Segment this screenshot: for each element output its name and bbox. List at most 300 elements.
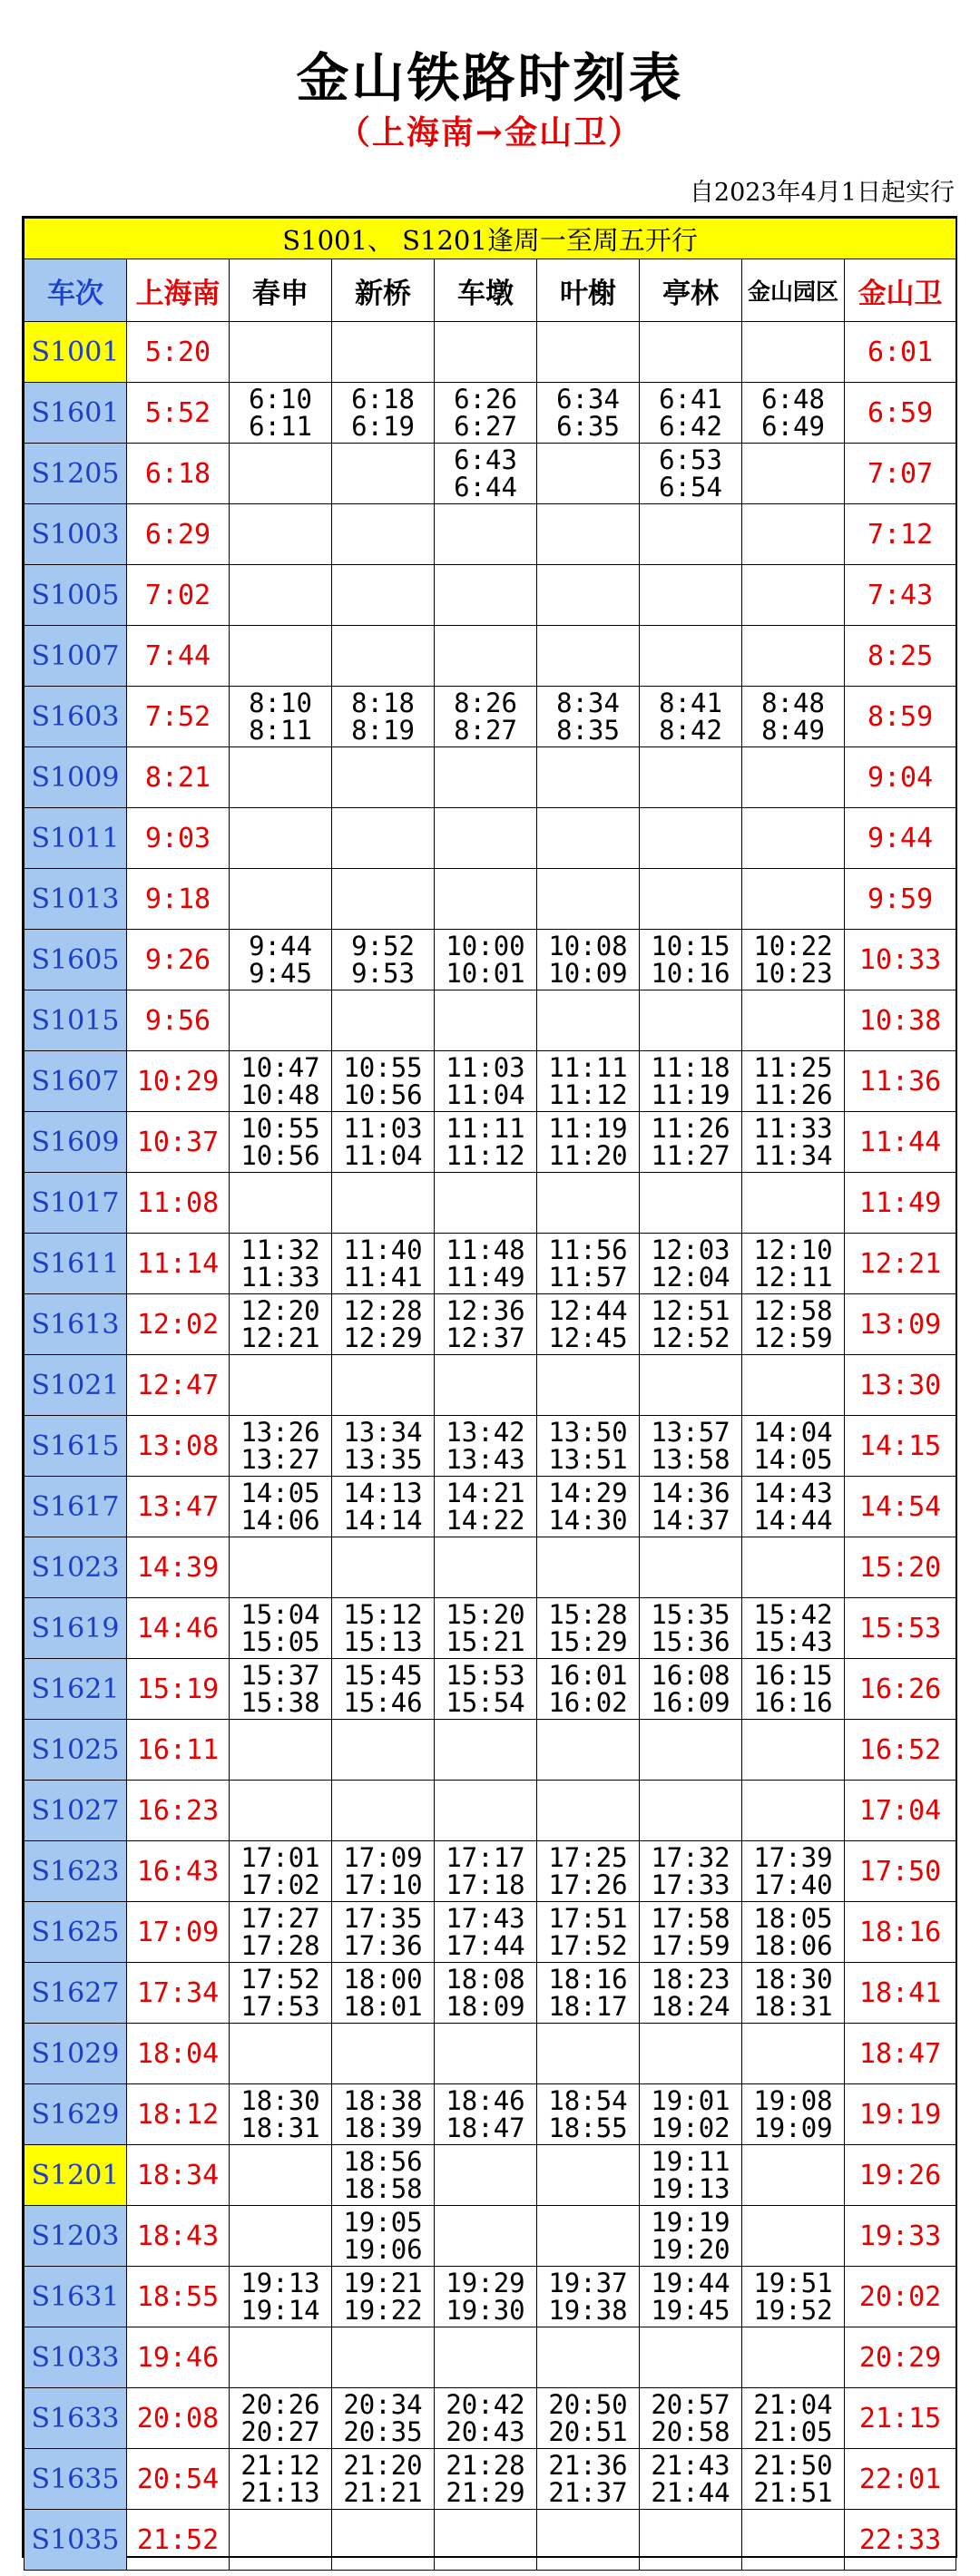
- stop-depart-time: 17:36: [343, 1930, 423, 1961]
- train-number: S1627: [24, 1963, 127, 2024]
- stop-time-cell: [537, 687, 640, 747]
- departure-time: 18:12: [127, 2084, 230, 2145]
- stop-depart-time: 19:45: [651, 2295, 730, 2326]
- stop-time-cell: [640, 869, 742, 930]
- departure-time: 17:34: [127, 1963, 230, 2024]
- stop-time-cell: [640, 1963, 742, 2024]
- stop-arrive-time: 21:50: [753, 2450, 833, 2481]
- departure-time: 7:52: [127, 687, 230, 747]
- train-number: S1027: [24, 1781, 127, 1841]
- stop-time-cell: [537, 1720, 640, 1781]
- stop-arrive-time: 15:53: [446, 1660, 525, 1691]
- stop-time-cell: [332, 1416, 435, 1477]
- stop-time-cell: [435, 1537, 537, 1598]
- stop-time-cell: [230, 1051, 332, 1112]
- stop-time-cell: [537, 990, 640, 1051]
- table-row: [24, 2145, 956, 2206]
- stop-time-cell: [537, 383, 640, 444]
- train-number: S1611: [24, 1234, 127, 1294]
- stop-time-cell: [332, 1720, 435, 1781]
- departure-time: 13:08: [127, 1416, 230, 1477]
- stop-depart-time: 17:26: [548, 1869, 628, 1900]
- train-number: S1605: [24, 930, 127, 990]
- train-number: S1603: [24, 687, 127, 747]
- arrival-time: 18:41: [845, 1963, 956, 2024]
- stop-arrive-time: 15:42: [753, 1599, 833, 1630]
- stop-arrive-time: 19:51: [753, 2268, 833, 2298]
- stop-time-cell: [332, 1477, 435, 1537]
- stop-time-cell: [537, 1112, 640, 1173]
- arrival-time: 11:36: [845, 1051, 956, 1112]
- stop-depart-time: 8:35: [556, 715, 620, 746]
- arrival-time: 22:01: [845, 2449, 956, 2510]
- stop-depart-time: 11:34: [753, 1140, 833, 1171]
- stop-arrive-time: 12:03: [651, 1234, 730, 1265]
- stop-depart-time: 18:58: [343, 2173, 423, 2204]
- stop-arrive-time: 8:48: [761, 688, 825, 718]
- stop-arrive-time: 17:43: [446, 1903, 525, 1934]
- stop-arrive-time: 14:21: [446, 1478, 525, 1508]
- arrival-time: 16:26: [845, 1659, 956, 1720]
- timetable-table: [24, 218, 956, 2571]
- stop-time-cell: [537, 1355, 640, 1416]
- arrival-time: 22:33: [845, 2510, 956, 2571]
- stop-arrive-time: 17:25: [548, 1842, 628, 1873]
- stop-time-cell: [537, 1781, 640, 1841]
- stop-time-cell: [230, 1841, 332, 1902]
- stop-arrive-time: 21:36: [548, 2450, 628, 2481]
- stop-time-cell: [332, 2024, 435, 2084]
- stop-time-cell: [742, 2024, 845, 2084]
- stop-depart-time: 20:43: [446, 2416, 525, 2447]
- stop-time-cell: [742, 1963, 845, 2024]
- table-row: [24, 2510, 956, 2571]
- table-row: [24, 1537, 956, 1598]
- stop-arrive-time: 18:23: [651, 1964, 730, 1995]
- train-number: S1029: [24, 2024, 127, 2084]
- stop-depart-time: 15:05: [240, 1626, 320, 1657]
- stop-arrive-time: 16:08: [651, 1660, 730, 1691]
- table-row: [24, 1294, 956, 1355]
- stop-depart-time: 8:42: [659, 715, 722, 746]
- stop-time-cell: [742, 2267, 845, 2327]
- stop-time-cell: [435, 2388, 537, 2449]
- train-number: S1635: [24, 2449, 127, 2510]
- stop-depart-time: 19:20: [651, 2234, 730, 2265]
- table-row: [24, 990, 956, 1051]
- stop-depart-time: 18:06: [753, 1930, 833, 1961]
- stop-time-cell: [537, 444, 640, 504]
- stop-depart-time: 16:02: [548, 1687, 628, 1718]
- arrival-time: 20:29: [845, 2327, 956, 2388]
- departure-time: 7:02: [127, 565, 230, 626]
- table-row: [24, 2267, 956, 2327]
- stop-arrive-time: 12:44: [548, 1295, 628, 1326]
- stop-arrive-time: 6:41: [659, 384, 722, 415]
- stop-time-cell: [640, 1234, 742, 1294]
- stop-time-cell: [332, 687, 435, 747]
- stop-time-cell: [435, 747, 537, 808]
- table-row: [24, 2084, 956, 2145]
- stop-arrive-time: 17:09: [343, 1842, 423, 1873]
- stop-time-cell: [742, 687, 845, 747]
- arrival-time: 16:52: [845, 1720, 956, 1781]
- header-shanghai-south: 上海南: [127, 259, 230, 322]
- table-row: [24, 504, 956, 565]
- stop-arrive-time: 11:25: [753, 1052, 833, 1083]
- arrival-time: 8:25: [845, 626, 956, 687]
- stop-time-cell: [230, 2510, 332, 2571]
- stop-time-cell: [230, 1781, 332, 1841]
- table-row: [24, 1477, 956, 1537]
- stop-arrive-time: 20:57: [651, 2389, 730, 2420]
- stop-arrive-time: 15:20: [446, 1599, 525, 1630]
- table-row: [24, 2388, 956, 2449]
- departure-time: 18:43: [127, 2206, 230, 2267]
- stop-time-cell: [230, 1720, 332, 1781]
- stop-arrive-time: 14:04: [753, 1417, 833, 1448]
- stop-arrive-time: 11:32: [240, 1234, 320, 1265]
- stop-depart-time: 13:51: [548, 1444, 628, 1475]
- table-row: [24, 2024, 956, 2084]
- stop-time-cell: [742, 2084, 845, 2145]
- stop-depart-time: 11:57: [548, 1262, 628, 1293]
- stop-time-cell: [537, 2388, 640, 2449]
- stop-time-cell: [742, 504, 845, 565]
- stop-depart-time: 21:21: [343, 2477, 423, 2508]
- arrival-time: 18:16: [845, 1902, 956, 1963]
- stop-time-cell: [640, 2145, 742, 2206]
- stop-depart-time: 13:27: [240, 1444, 320, 1475]
- departure-time: 15:19: [127, 1659, 230, 1720]
- stop-time-cell: [230, 1598, 332, 1659]
- stop-arrive-time: 8:41: [659, 688, 722, 718]
- stop-arrive-time: 17:35: [343, 1903, 423, 1934]
- departure-time: 11:08: [127, 1173, 230, 1234]
- stop-arrive-time: 18:56: [343, 2146, 423, 2177]
- stop-time-cell: [537, 1294, 640, 1355]
- stop-time-cell: [332, 869, 435, 930]
- stop-time-cell: [742, 747, 845, 808]
- stop-arrive-time: 19:44: [651, 2268, 730, 2298]
- stop-time-cell: [332, 1781, 435, 1841]
- stop-arrive-time: 17:17: [446, 1842, 525, 1873]
- stop-time-cell: [332, 2267, 435, 2327]
- stop-time-cell: [435, 322, 537, 383]
- departure-time: 14:46: [127, 1598, 230, 1659]
- stop-time-cell: [537, 808, 640, 869]
- stop-time-cell: [230, 2449, 332, 2510]
- stop-depart-time: 11:33: [240, 1262, 320, 1293]
- stop-arrive-time: 13:57: [651, 1417, 730, 1448]
- stop-depart-time: 19:22: [343, 2295, 423, 2326]
- table-row: [24, 1051, 956, 1112]
- stop-arrive-time: 10:15: [651, 931, 730, 961]
- stop-time-cell: [537, 1477, 640, 1537]
- stop-time-cell: [332, 808, 435, 869]
- stop-time-cell: [640, 2327, 742, 2388]
- train-number: S1033: [24, 2327, 127, 2388]
- stop-arrive-time: 17:27: [240, 1903, 320, 1934]
- stop-time-cell: [742, 1294, 845, 1355]
- stop-time-cell: [640, 444, 742, 504]
- arrival-time: 9:04: [845, 747, 956, 808]
- stop-time-cell: [435, 930, 537, 990]
- stop-time-cell: [332, 1051, 435, 1112]
- stop-time-cell: [435, 1781, 537, 1841]
- arrival-time: 10:38: [845, 990, 956, 1051]
- stop-time-cell: [537, 2084, 640, 2145]
- stop-depart-time: 14:22: [446, 1505, 525, 1536]
- arrival-time: 7:07: [845, 444, 956, 504]
- stop-depart-time: 16:16: [753, 1687, 833, 1718]
- stop-depart-time: 21:44: [651, 2477, 730, 2508]
- stop-time-cell: [435, 1294, 537, 1355]
- stop-time-cell: [640, 1355, 742, 1416]
- stop-time-cell: [537, 1841, 640, 1902]
- stop-depart-time: 17:53: [240, 1991, 320, 2022]
- stop-time-cell: [435, 2084, 537, 2145]
- stop-arrive-time: 11:18: [651, 1052, 730, 1083]
- stop-depart-time: 6:42: [659, 411, 722, 442]
- stop-arrive-time: 19:01: [651, 2085, 730, 2116]
- stop-depart-time: 19:02: [651, 2113, 730, 2143]
- stop-time-cell: [640, 626, 742, 687]
- stop-arrive-time: 6:48: [761, 384, 825, 415]
- stop-time-cell: [640, 2267, 742, 2327]
- stop-time-cell: [435, 1112, 537, 1173]
- stop-time-cell: [640, 1720, 742, 1781]
- stop-time-cell: [332, 322, 435, 383]
- header-train: 车次: [24, 259, 127, 322]
- arrival-time: 7:43: [845, 565, 956, 626]
- stop-depart-time: 13:58: [651, 1444, 730, 1475]
- stop-time-cell: [435, 808, 537, 869]
- departure-time: 9:26: [127, 930, 230, 990]
- header-row: [24, 259, 956, 322]
- stop-time-cell: [742, 444, 845, 504]
- stop-depart-time: 21:05: [753, 2416, 833, 2447]
- stop-arrive-time: 15:37: [240, 1660, 320, 1691]
- table-row: [24, 1355, 956, 1416]
- departure-time: 19:46: [127, 2327, 230, 2388]
- stop-depart-time: 18:17: [548, 1991, 628, 2022]
- departure-time: 6:18: [127, 444, 230, 504]
- stop-arrive-time: 17:01: [240, 1842, 320, 1873]
- stop-arrive-time: 20:34: [343, 2389, 423, 2420]
- stop-depart-time: 11:04: [446, 1079, 525, 1110]
- stop-time-cell: [742, 990, 845, 1051]
- table-row: [24, 2206, 956, 2267]
- train-number: S1205: [24, 444, 127, 504]
- stop-depart-time: 21:37: [548, 2477, 628, 2508]
- header-tinglin: 亭林: [640, 259, 742, 322]
- stop-time-cell: [537, 504, 640, 565]
- arrival-time: 14:54: [845, 1477, 956, 1537]
- stop-depart-time: 6:11: [249, 411, 312, 442]
- table-row: [24, 808, 956, 869]
- stop-time-cell: [435, 2510, 537, 2571]
- stop-arrive-time: 18:00: [343, 1964, 423, 1995]
- stop-time-cell: [742, 322, 845, 383]
- stop-depart-time: 21:29: [446, 2477, 525, 2508]
- arrival-time: 21:15: [845, 2388, 956, 2449]
- stop-time-cell: [435, 1659, 537, 1720]
- stop-depart-time: 20:58: [651, 2416, 730, 2447]
- train-number: S1003: [24, 504, 127, 565]
- stop-arrive-time: 11:40: [343, 1234, 423, 1265]
- stop-time-cell: [332, 1355, 435, 1416]
- departure-time: 18:55: [127, 2267, 230, 2327]
- stop-time-cell: [435, 2206, 537, 2267]
- stop-arrive-time: 6:10: [249, 384, 312, 415]
- stop-time-cell: [435, 1477, 537, 1537]
- stop-arrive-time: 19:05: [343, 2207, 423, 2238]
- stop-arrive-time: 10:00: [446, 931, 525, 961]
- stop-time-cell: [742, 2449, 845, 2510]
- stop-time-cell: [742, 1173, 845, 1234]
- stop-time-cell: [742, 1112, 845, 1173]
- header-jinshanwei: 金山卫: [845, 259, 956, 322]
- departure-time: 16:43: [127, 1841, 230, 1902]
- table-row: [24, 1963, 956, 2024]
- stop-time-cell: [640, 930, 742, 990]
- arrival-time: 7:12: [845, 504, 956, 565]
- stop-depart-time: 11:27: [651, 1140, 730, 1171]
- header-jinshan-park: 金山园区: [742, 259, 845, 322]
- stop-depart-time: 20:27: [240, 2416, 320, 2447]
- stop-depart-time: 12:59: [753, 1322, 833, 1353]
- stop-time-cell: [537, 322, 640, 383]
- stop-time-cell: [230, 1477, 332, 1537]
- stop-depart-time: 11:49: [446, 1262, 525, 1293]
- arrival-time: 15:53: [845, 1598, 956, 1659]
- table-row: [24, 1659, 956, 1720]
- stop-arrive-time: 13:34: [343, 1417, 423, 1448]
- stop-time-cell: [742, 869, 845, 930]
- stop-depart-time: 19:09: [753, 2113, 833, 2143]
- train-number: S1601: [24, 383, 127, 444]
- stop-time-cell: [230, 2327, 332, 2388]
- train-number: S1015: [24, 990, 127, 1051]
- stop-time-cell: [332, 504, 435, 565]
- stop-depart-time: 11:26: [753, 1079, 833, 1110]
- stop-depart-time: 9:45: [249, 958, 312, 989]
- stop-depart-time: 8:27: [454, 715, 517, 746]
- stop-arrive-time: 10:55: [343, 1052, 423, 1083]
- stop-depart-time: 14:30: [548, 1505, 628, 1536]
- service-notice: S1001、 S1201逢周一至周五开行: [24, 219, 956, 259]
- stop-time-cell: [332, 2449, 435, 2510]
- stop-arrive-time: 21:20: [343, 2450, 423, 2481]
- stop-depart-time: 17:59: [651, 1930, 730, 1961]
- stop-time-cell: [435, 2327, 537, 2388]
- stop-depart-time: 6:19: [351, 411, 415, 442]
- train-number: S1629: [24, 2084, 127, 2145]
- train-number: S1011: [24, 808, 127, 869]
- stop-time-cell: [640, 990, 742, 1051]
- timetable: [22, 216, 957, 2558]
- stop-depart-time: 10:56: [240, 1140, 320, 1171]
- stop-time-cell: [640, 1781, 742, 1841]
- stop-time-cell: [537, 2267, 640, 2327]
- departure-time: 7:44: [127, 626, 230, 687]
- stop-time-cell: [332, 2206, 435, 2267]
- stop-time-cell: [230, 1963, 332, 2024]
- departure-time: 6:29: [127, 504, 230, 565]
- stop-time-cell: [742, 1720, 845, 1781]
- stop-time-cell: [640, 383, 742, 444]
- stop-depart-time: 11:19: [651, 1079, 730, 1110]
- stop-time-cell: [435, 504, 537, 565]
- table-row: [24, 1234, 956, 1294]
- stop-time-cell: [332, 1173, 435, 1234]
- stop-depart-time: 18:31: [753, 1991, 833, 2022]
- stop-time-cell: [537, 2449, 640, 2510]
- stop-depart-time: 14:05: [753, 1444, 833, 1475]
- stop-depart-time: 21:13: [240, 2477, 320, 2508]
- stop-time-cell: [640, 1902, 742, 1963]
- stop-arrive-time: 14:05: [240, 1478, 320, 1508]
- stop-arrive-time: 9:52: [351, 931, 415, 961]
- stop-arrive-time: 17:39: [753, 1842, 833, 1873]
- stop-depart-time: 17:52: [548, 1930, 628, 1961]
- stop-time-cell: [435, 1173, 537, 1234]
- stop-arrive-time: 6:34: [556, 384, 620, 415]
- stop-depart-time: 14:44: [753, 1505, 833, 1536]
- table-row: [24, 1841, 956, 1902]
- stop-arrive-time: 10:47: [240, 1052, 320, 1083]
- stop-depart-time: 19:13: [651, 2173, 730, 2204]
- stop-time-cell: [230, 2267, 332, 2327]
- stop-time-cell: [230, 1659, 332, 1720]
- arrival-time: 9:59: [845, 869, 956, 930]
- stop-depart-time: 15:46: [343, 1687, 423, 1718]
- stop-arrive-time: 17:58: [651, 1903, 730, 1934]
- stop-depart-time: 14:06: [240, 1505, 320, 1536]
- stop-time-cell: [742, 1477, 845, 1537]
- stop-depart-time: 20:35: [343, 2416, 423, 2447]
- stop-time-cell: [742, 2145, 845, 2206]
- stop-time-cell: [537, 565, 640, 626]
- stop-arrive-time: 21:12: [240, 2450, 320, 2481]
- stop-depart-time: 11:20: [548, 1140, 628, 1171]
- stop-depart-time: 15:13: [343, 1626, 423, 1657]
- stop-time-cell: [332, 383, 435, 444]
- stop-time-cell: [435, 2267, 537, 2327]
- stop-time-cell: [435, 1051, 537, 1112]
- stop-time-cell: [230, 1902, 332, 1963]
- table-row: [24, 747, 956, 808]
- train-number: S1007: [24, 626, 127, 687]
- departure-time: 9:03: [127, 808, 230, 869]
- table-row: [24, 1416, 956, 1477]
- stop-arrive-time: 11:26: [651, 1113, 730, 1144]
- stop-depart-time: 18:31: [240, 2113, 320, 2143]
- stop-depart-time: 15:36: [651, 1626, 730, 1657]
- train-number: S1625: [24, 1902, 127, 1963]
- stop-depart-time: 18:09: [446, 1991, 525, 2022]
- stop-time-cell: [332, 747, 435, 808]
- stop-arrive-time: 16:15: [753, 1660, 833, 1691]
- stop-time-cell: [640, 1051, 742, 1112]
- departure-time: 9:56: [127, 990, 230, 1051]
- stop-arrive-time: 14:43: [753, 1478, 833, 1508]
- stop-time-cell: [640, 504, 742, 565]
- stop-time-cell: [230, 930, 332, 990]
- stop-arrive-time: 19:19: [651, 2207, 730, 2238]
- stop-arrive-time: 18:54: [548, 2085, 628, 2116]
